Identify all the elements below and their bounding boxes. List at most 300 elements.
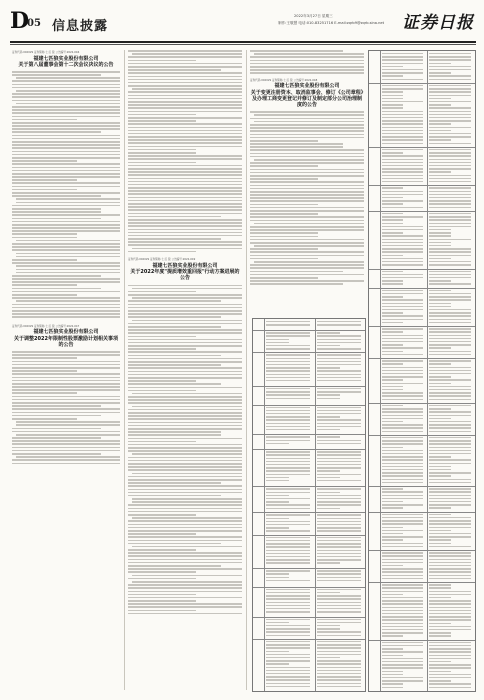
text-line <box>12 173 120 175</box>
text-line <box>128 56 242 58</box>
text-line <box>12 364 120 366</box>
table-cell-text <box>382 408 424 409</box>
text-line <box>128 155 242 157</box>
table-cell-text <box>429 463 471 464</box>
text-line <box>128 555 242 557</box>
table-cell-text <box>317 663 361 664</box>
text-line <box>12 167 120 169</box>
text-line <box>12 227 120 229</box>
table-cell-text <box>429 456 451 457</box>
table-cell-text <box>429 504 471 505</box>
table-cell-text <box>382 200 424 201</box>
text-line <box>128 387 242 389</box>
text-line <box>250 124 364 126</box>
table-cell-text <box>317 524 361 525</box>
text-line <box>250 140 318 142</box>
text-line <box>128 559 242 561</box>
text-line <box>128 101 242 103</box>
text-line <box>12 135 120 137</box>
table-row-rule <box>369 269 475 270</box>
table-row-rule <box>369 512 475 513</box>
text-line <box>128 206 242 208</box>
table-cell-text <box>317 562 340 563</box>
notice-title <box>250 83 364 108</box>
table-row-rule <box>253 587 365 588</box>
text-line <box>16 90 120 92</box>
table-cell-text <box>382 632 424 633</box>
table-row-rule <box>253 568 365 569</box>
table-cell-text <box>317 410 361 411</box>
table-cell-text <box>266 398 310 399</box>
table-cell-text <box>429 584 451 585</box>
table-row-rule <box>369 582 475 583</box>
text-line <box>12 281 120 283</box>
table-cell-text <box>382 255 404 256</box>
table-cell-text <box>266 556 310 557</box>
text-line <box>128 82 242 84</box>
table-cell-text <box>317 619 361 620</box>
table-cell-text <box>382 527 404 528</box>
table-cell-text <box>429 338 471 339</box>
text-line <box>128 329 242 331</box>
text-line <box>128 587 242 589</box>
table-cell-text <box>382 491 424 492</box>
table-cell-text <box>429 91 471 92</box>
text-line <box>250 172 364 174</box>
table-cell-text <box>429 242 451 243</box>
table-cell-text <box>266 654 310 655</box>
table-cell-text <box>317 443 361 444</box>
text-line <box>128 345 242 347</box>
table-cell-text <box>382 565 404 566</box>
table-cell-text <box>382 415 424 416</box>
table-cell-text <box>317 416 340 417</box>
notice-code-line: 证券代码:002029 证券简称:七 匹 狼 公告编号:2022-047 <box>12 324 80 328</box>
table-cell-text <box>382 53 424 54</box>
table-cell-text <box>429 123 451 124</box>
table-cell-text <box>429 197 471 198</box>
table-cell-text <box>266 595 310 596</box>
table-cell-text <box>382 258 424 259</box>
table-cell-text <box>317 577 361 578</box>
table-cell-text <box>317 508 340 509</box>
text-line <box>128 508 242 510</box>
text-line <box>128 351 242 353</box>
table-cell-text <box>266 451 310 452</box>
table-cell-text <box>429 591 471 592</box>
table-cell-text <box>382 568 424 569</box>
text-line <box>132 88 242 90</box>
table-cell-text <box>382 283 404 284</box>
text-line <box>250 175 364 177</box>
text-line <box>128 533 196 535</box>
text-line <box>128 600 196 602</box>
table-cell-text <box>429 306 451 307</box>
text-line <box>12 354 120 356</box>
table-cell-text <box>429 178 471 179</box>
table-cell-text <box>317 501 361 502</box>
text-line <box>132 320 242 322</box>
table-cell-text <box>382 242 424 243</box>
table-cell-text <box>266 354 310 355</box>
table-cell-text <box>382 459 424 460</box>
table-cell-text <box>317 592 340 593</box>
text-line <box>128 76 242 78</box>
section-title: 信息披露 <box>52 19 109 34</box>
table-cell-text <box>266 407 310 408</box>
table-cell-text <box>429 309 471 310</box>
table-cell-text <box>429 229 451 230</box>
text-line <box>128 184 242 186</box>
text-line <box>128 181 242 183</box>
table-cell-text <box>429 319 471 320</box>
table-cell-text <box>382 427 424 428</box>
table-cell-text <box>429 597 451 598</box>
table-row-rule <box>253 449 365 450</box>
text-line <box>250 220 364 222</box>
text-line <box>128 479 242 481</box>
table-cell-text <box>382 687 404 688</box>
table-row-rule <box>369 640 475 641</box>
table-cell-text <box>266 348 310 349</box>
notice-heading: 关于变更注册资本、取消监事会、修订《公司章程》及办理工商变更登记并修订及制定部分公司治理制度的公告 <box>250 89 364 109</box>
text-line <box>12 100 120 102</box>
text-line <box>128 149 196 151</box>
text-line <box>250 229 364 231</box>
table-cell-text <box>266 498 310 499</box>
table-cell-text <box>382 507 404 508</box>
table-cell-text <box>317 686 361 687</box>
table-cell-text <box>382 171 424 172</box>
table-cell-text <box>317 454 361 455</box>
table-cell-text <box>266 667 310 668</box>
table-cell-text <box>382 322 404 323</box>
table-cell-text <box>266 683 310 684</box>
text-line <box>128 323 242 325</box>
text-line <box>128 162 196 164</box>
table-cell-text <box>429 159 471 160</box>
text-line <box>12 230 120 232</box>
text-line <box>128 495 221 497</box>
text-line <box>12 412 120 414</box>
table-cell-text <box>382 642 424 643</box>
table-cell-text <box>429 379 471 380</box>
table-cell-text <box>317 644 361 645</box>
table-row-rule <box>253 535 365 536</box>
table-cell-text <box>429 536 471 537</box>
text-line <box>132 581 242 583</box>
text-line <box>12 428 101 430</box>
text-line <box>128 476 242 478</box>
table-cell-text <box>382 456 424 457</box>
table-cell-text <box>382 111 424 112</box>
table-cell-text <box>429 120 471 121</box>
table-cell-text <box>317 625 340 626</box>
text-line <box>128 431 221 433</box>
table-cell-text <box>266 573 289 574</box>
text-line <box>250 207 364 209</box>
table-cell-text <box>429 491 471 492</box>
text-line <box>250 69 364 71</box>
text-line <box>12 74 101 76</box>
text-line <box>12 370 77 372</box>
table-cell-text <box>317 367 340 368</box>
table-row-rule <box>369 288 475 289</box>
notice-body-text <box>12 71 120 318</box>
text-line <box>12 351 120 353</box>
table-cell-text <box>317 647 361 648</box>
table-column-rule <box>315 319 316 691</box>
table-cell-text <box>266 426 310 427</box>
table-cell-text <box>317 504 361 505</box>
table-cell-text <box>429 251 471 252</box>
table-cell-text <box>429 104 451 105</box>
table-cell-text <box>429 546 471 547</box>
text-line <box>128 326 221 328</box>
text-line <box>12 440 120 442</box>
text-line <box>12 262 120 264</box>
table-cell-text <box>382 312 404 313</box>
articles-comparison-table-left <box>252 318 366 692</box>
text-line <box>250 274 364 276</box>
text-line <box>250 204 318 206</box>
text-line <box>12 96 120 98</box>
notice-code-line: 证券代码:002029 证券简称:七 匹 狼 公告编号:2022-046 <box>12 51 80 54</box>
table-cell-text <box>382 498 424 499</box>
text-line <box>12 389 120 391</box>
table-cell-text <box>429 466 451 467</box>
text-line <box>128 364 221 366</box>
text-line <box>128 568 242 570</box>
table-cell-text <box>382 251 424 252</box>
table-cell-text <box>429 213 471 214</box>
table-cell-text <box>266 480 289 481</box>
table-cell-text <box>382 178 424 179</box>
table-cell-text <box>429 482 471 483</box>
text-line <box>128 412 242 414</box>
table-cell-text <box>429 661 451 662</box>
table-cell-text <box>429 571 471 572</box>
text-line <box>128 543 221 545</box>
table-cell-text <box>429 341 471 342</box>
text-line <box>128 216 221 218</box>
text-line <box>250 146 343 148</box>
table-cell-text <box>429 552 471 553</box>
table-row-rule <box>253 486 365 487</box>
text-line <box>12 205 120 207</box>
text-line <box>250 165 318 167</box>
text-line <box>250 194 364 196</box>
text-line <box>128 591 242 593</box>
notice-action-plan <box>128 257 242 614</box>
table-cell-text <box>382 91 404 92</box>
text-line <box>12 357 77 359</box>
table-cell-text <box>382 603 424 604</box>
table-cell-text <box>382 600 424 601</box>
table-cell-text <box>317 622 361 623</box>
table-cell-text <box>382 197 404 198</box>
table-cell-text <box>382 152 404 153</box>
text-line <box>12 125 120 127</box>
text-line <box>128 613 242 615</box>
table-cell-text <box>317 550 361 551</box>
text-line <box>250 72 364 74</box>
text-line <box>128 492 242 494</box>
text-line <box>128 415 242 417</box>
table-cell-text <box>429 418 451 419</box>
table-cell-text <box>382 475 424 476</box>
table-row-rule <box>369 326 475 327</box>
table-cell-text <box>317 348 361 349</box>
table-cell-text <box>429 405 471 406</box>
notice-title <box>12 329 120 348</box>
table-cell-text <box>429 130 451 131</box>
table-cell-text <box>266 440 310 441</box>
text-line <box>128 409 242 411</box>
table-cell-text <box>382 165 424 166</box>
table-cell-text <box>429 479 471 480</box>
text-line <box>128 107 242 109</box>
text-line <box>250 50 343 52</box>
table-cell-text <box>317 611 361 612</box>
table-cell-text <box>382 207 424 208</box>
text-line <box>128 336 196 338</box>
table-cell-text <box>429 274 471 275</box>
table-cell-text <box>429 139 451 140</box>
table-cell-text <box>382 104 404 105</box>
text-line <box>128 114 196 116</box>
table-cell-text <box>429 680 451 681</box>
table-cell-text <box>317 354 361 355</box>
notice-heading: 关于2022年度"提质增效重回报"行动方案进展的公告 <box>130 269 240 282</box>
text-line <box>128 187 242 189</box>
text-line <box>128 434 221 436</box>
table-cell-text <box>382 79 424 80</box>
table-cell-text <box>429 88 471 89</box>
text-line <box>132 406 242 408</box>
table-cell-text <box>382 319 424 320</box>
text-line <box>12 307 120 309</box>
text-line <box>132 453 242 455</box>
table-cell-text <box>382 117 424 118</box>
text-line <box>128 348 196 350</box>
table-cell-text <box>382 344 404 345</box>
text-line <box>128 418 242 420</box>
table-cell-text <box>382 261 424 262</box>
table-cell-text <box>429 424 471 425</box>
text-line <box>132 517 242 519</box>
table-cell-text <box>382 69 424 70</box>
table-cell-text <box>317 598 361 599</box>
table-cell-text <box>266 413 310 414</box>
text-line <box>12 304 120 306</box>
table-cell-text <box>382 479 424 480</box>
table-cell-text <box>382 149 424 150</box>
table-cell-text <box>429 543 451 544</box>
table-cell-text <box>266 657 310 658</box>
table-cell-text <box>429 187 471 188</box>
table-cell-text <box>266 467 310 468</box>
table-cell-text <box>429 290 451 291</box>
table-cell-text <box>317 683 361 684</box>
table-cell-text <box>382 450 424 451</box>
table-cell-text <box>382 290 424 291</box>
table-cell-text <box>317 364 361 365</box>
text-line <box>16 256 120 258</box>
table-cell-text <box>266 335 310 336</box>
notice-company: 福建七匹狼实业股份有限公司 <box>152 262 218 269</box>
table-cell-text <box>317 679 361 680</box>
table-cell-text <box>429 127 471 128</box>
text-line <box>250 213 318 215</box>
text-line <box>12 195 101 197</box>
column-1 <box>12 50 120 466</box>
table-cell-text <box>382 63 424 64</box>
table-cell-text <box>266 527 289 528</box>
table-cell-text <box>429 674 471 675</box>
table-cell-text <box>382 98 404 99</box>
table-cell-text <box>382 245 424 246</box>
text-line <box>128 536 242 538</box>
text-line <box>250 143 343 145</box>
table-cell-text <box>429 568 471 569</box>
table-cell-text <box>382 130 424 131</box>
table-cell-text <box>317 461 361 462</box>
text-line <box>254 245 364 247</box>
table-cell-text <box>429 79 471 80</box>
text-line <box>128 193 242 195</box>
table-cell-text <box>266 686 310 687</box>
table-cell-text <box>382 482 424 483</box>
table-row-rule <box>253 617 365 618</box>
table-cell-text <box>382 293 424 294</box>
table-cell-text <box>429 600 471 601</box>
table-cell-text <box>429 56 471 57</box>
table-cell-text <box>266 364 310 365</box>
notice-title <box>12 56 120 68</box>
table-cell-text <box>429 315 471 316</box>
table-cell-text <box>429 191 471 192</box>
text-line <box>254 223 364 225</box>
table-cell-text <box>382 299 424 300</box>
table-cell-text <box>266 605 310 606</box>
text-line <box>12 396 120 398</box>
table-cell-text <box>266 367 310 368</box>
table-cell-text <box>429 607 471 608</box>
text-line <box>128 117 242 119</box>
table-cell-text <box>266 339 289 340</box>
text-line <box>12 246 120 248</box>
table-cell-text <box>429 498 471 499</box>
table-cell-text <box>382 597 424 598</box>
text-line <box>128 200 242 202</box>
text-line <box>128 285 242 287</box>
text-line <box>12 310 120 312</box>
table-cell-text <box>429 354 471 355</box>
table-row-rule <box>369 403 475 404</box>
text-line <box>12 119 77 121</box>
table-cell-text <box>382 555 424 556</box>
text-line <box>254 261 364 263</box>
table-cell-text <box>429 367 471 368</box>
text-line <box>250 134 364 136</box>
table-cell-text <box>266 553 310 554</box>
text-line <box>128 571 196 573</box>
table-cell-text <box>317 361 361 362</box>
table-cell-text <box>317 605 361 606</box>
text-line <box>12 131 101 133</box>
table-cell-text <box>317 458 361 459</box>
